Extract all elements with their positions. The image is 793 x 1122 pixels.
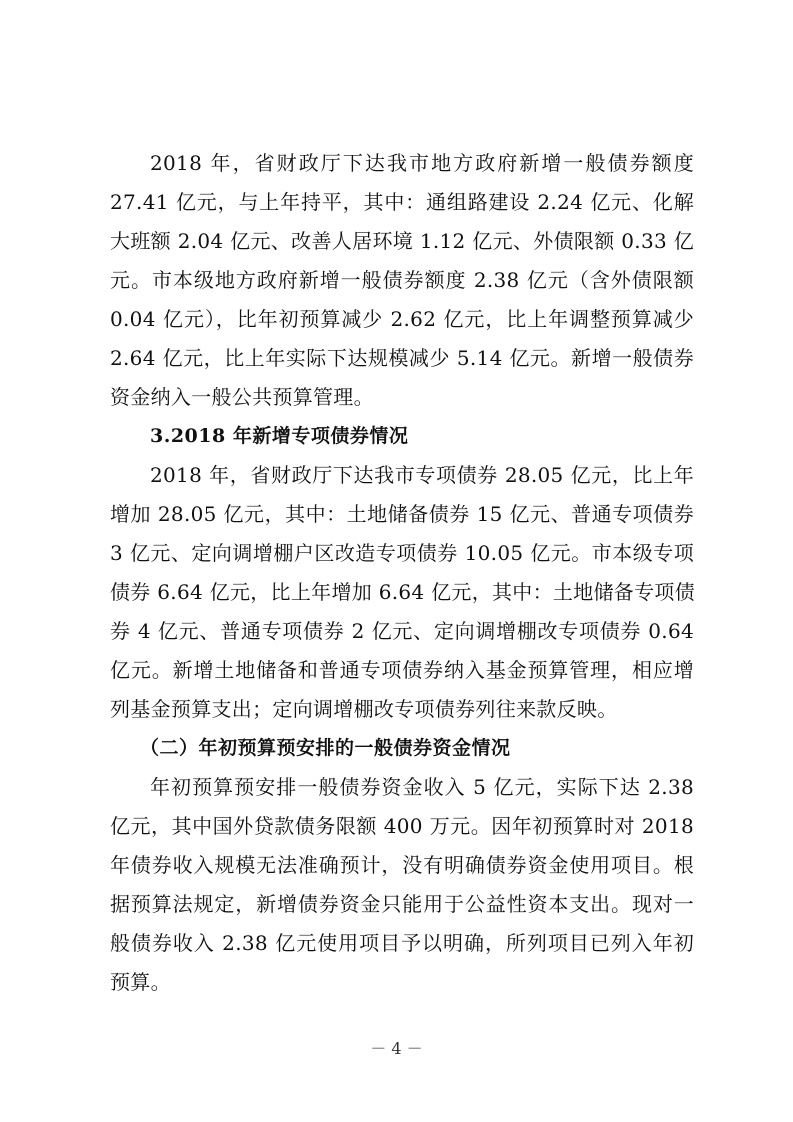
paragraph-line: 年初预算预安排一般债券资金收入 5 亿元，实际下达 2.38 <box>150 775 694 799</box>
page-number: － 4 － <box>370 1039 423 1058</box>
paragraph-line: 年债券收入规模无法准确预计，没有明确债券资金使用项目。根 <box>110 853 694 877</box>
paragraph-line: 3 亿元、定向调增棚户区改造专项债券 10.05 亿元。市本级专项 <box>110 541 694 565</box>
paragraph-line: 券 4 亿元、普通专项债券 2 亿元、定向调增棚改专项债券 0.64 <box>110 619 694 643</box>
paragraph-line: 亿元。新增土地储备和普通专项债券纳入基金预算管理，相应增 <box>110 658 694 682</box>
section-heading: 3.2018 年新增专项债券情况 <box>150 425 409 447</box>
paragraph-line: 般债券收入 2.38 亿元使用项目予以明确，所列项目已列入年初 <box>110 931 694 955</box>
paragraph-line: 2.64 亿元，比上年实际下达规模减少 5.14 亿元。新增一般债券 <box>110 346 694 370</box>
paragraph-line: 0.04 亿元），比年初预算减少 2.62 亿元，比上年调整预算减少 <box>110 307 694 331</box>
paragraph-line: 预算。 <box>110 970 171 994</box>
paragraph-line: 据预算法规定，新增债券资金只能用于公益性资本支出。现对一 <box>110 892 694 916</box>
paragraph-line: 大班额 2.04 亿元、改善人居环境 1.12 亿元、外债限额 0.33 亿 <box>110 229 694 253</box>
paragraph-line: 亿元，其中国外贷款债务限额 400 万元。因年初预算时对 2018 <box>110 814 694 838</box>
paragraph-line: 27.41 亿元，与上年持平，其中：通组路建设 2.24 亿元、化解 <box>110 190 694 214</box>
paragraph-line: 资金纳入一般公共预算管理。 <box>110 385 374 409</box>
paragraph-line: 增加 28.05 亿元，其中：土地储备债券 15 亿元、普通专项债券 <box>110 502 694 526</box>
paragraph-line: 列基金预算支出；定向调增棚改专项债券列往来款反映。 <box>110 697 618 721</box>
paragraph-line: 债券 6.64 亿元，比上年增加 6.64 亿元，其中：土地储备专项债 <box>110 580 695 604</box>
section-heading: （二）年初预算预安排的一般债券资金情况 <box>140 737 511 759</box>
paragraph-line: 元。市本级地方政府新增一般债券额度 2.38 亿元（含外债限额 <box>110 268 694 292</box>
paragraph-line: 2018 年，省财政厅下达我市地方政府新增一般债券额度 <box>150 151 694 175</box>
paragraph-line: 2018 年，省财政厅下达我市专项债券 28.05 亿元，比上年 <box>150 463 694 487</box>
